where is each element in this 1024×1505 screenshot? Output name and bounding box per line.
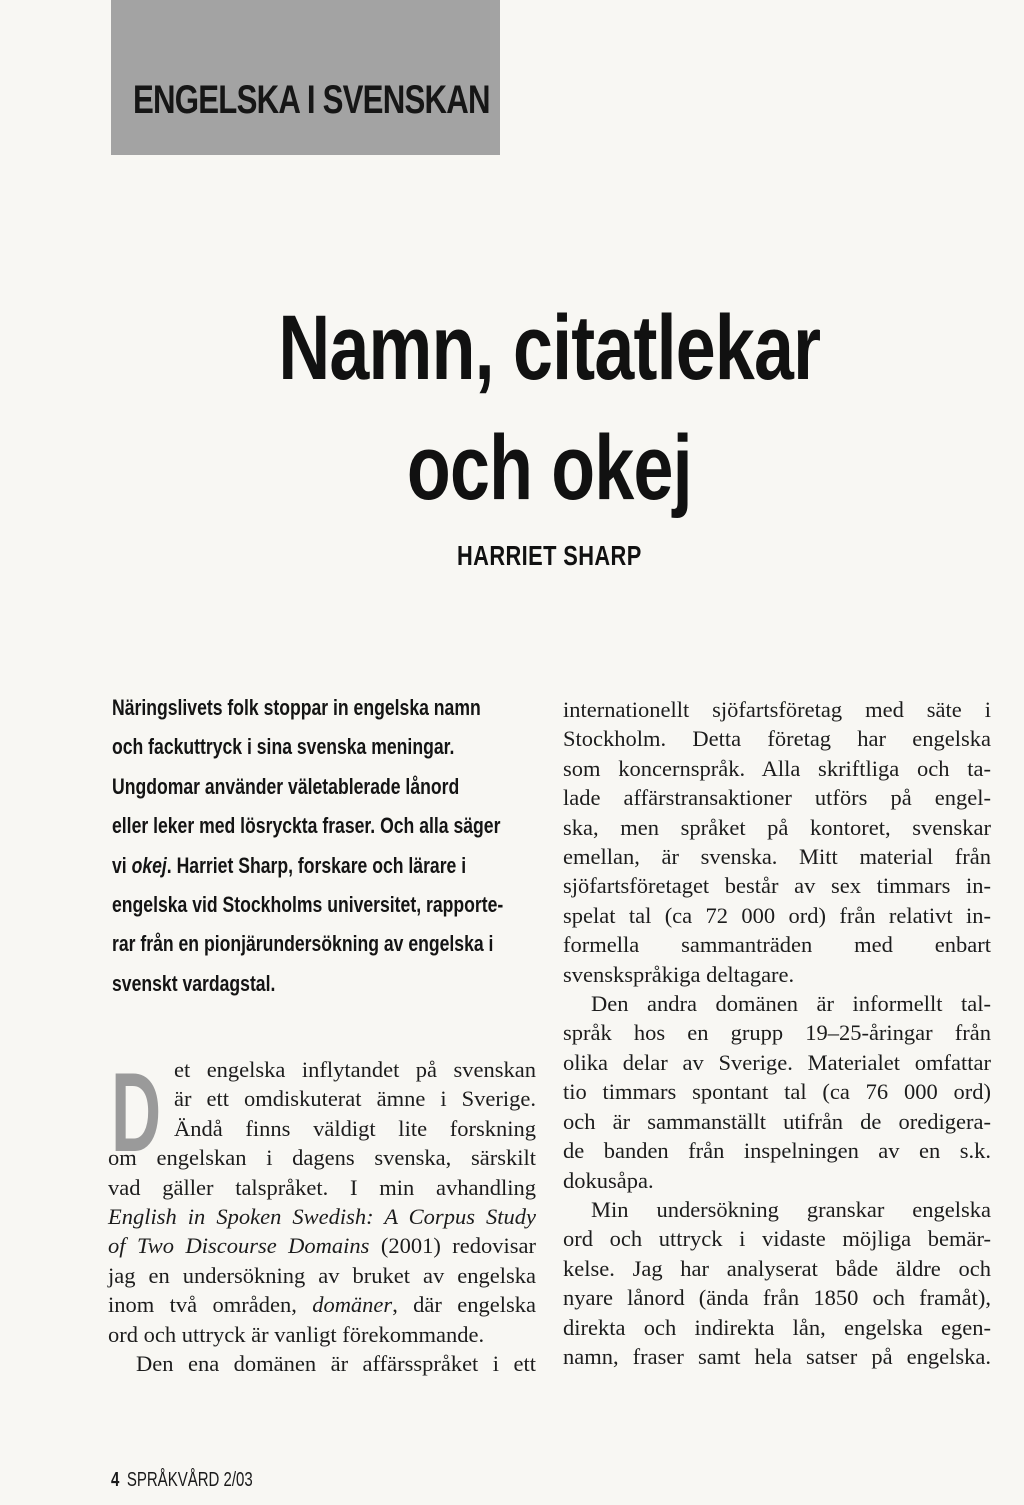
body-line: sjöfartsföretaget består av sex timmars in- xyxy=(563,873,991,899)
body-line: namn, fraser samt hela satser på engelska. xyxy=(563,1343,991,1369)
page-number: 4 xyxy=(111,1469,120,1491)
body-line: emellan, är svenska. Mitt material från xyxy=(563,844,991,870)
body-line: Den andra domänen är informellt tal- xyxy=(591,991,991,1017)
body-line: ska, men språket på kontoret, svenskar xyxy=(563,814,991,840)
lead-emphasis: okej xyxy=(131,852,167,878)
book-title: of Two Discourse Domains xyxy=(108,1233,370,1259)
section-label: ENGELSKA I SVENSKAN xyxy=(133,78,490,122)
journal-issue: SPRÅKVÅRD 2/03 xyxy=(126,1469,253,1491)
lead-line: Ungdomar använder väletablerade lånord xyxy=(112,773,460,799)
body-line: ord och uttryck i vidaste möjliga bemär- xyxy=(563,1226,991,1252)
body-line: formella sammanträden med enbart xyxy=(563,932,991,958)
body-line: dokusåpa. xyxy=(563,1167,654,1193)
body-line: et engelska inflytandet på svenskan xyxy=(174,1057,536,1082)
lead-line: Näringslivets folk stoppar in engelska namn xyxy=(112,695,481,720)
body-text: , där engelska xyxy=(392,1292,536,1318)
body-line: nyare lånord (ända från 1850 och framåt), xyxy=(563,1285,991,1311)
body-line: språk hos en grupp 19–25-åringar från xyxy=(563,1020,991,1046)
body-line xyxy=(108,1231,536,1260)
emphasis: domäner xyxy=(312,1292,393,1318)
body-line: kelse. Jag har analyserat både äldre och xyxy=(563,1255,991,1281)
lead-line: och fackuttryck i sina svenska meningar. xyxy=(112,734,455,760)
body-line: de banden från inspelningen av en s.k. xyxy=(563,1138,991,1164)
body-text: (2001) redovisar xyxy=(369,1233,536,1259)
body-line: och är sammanställt utifrån de oredigera- xyxy=(563,1108,991,1134)
body-line: som koncernspråk. Alla skriftliga och ta- xyxy=(563,755,991,781)
body-line: om engelskan i dagens svenska, särskilt xyxy=(108,1145,536,1171)
body-line: tio timmars spontant tal (ca 76 000 ord) xyxy=(563,1079,991,1105)
lead-line: rar från en pionjärundersökning av engelska i xyxy=(112,931,494,957)
body-text: inom två områden, xyxy=(108,1292,313,1318)
lead-line: eller leker med lösryckta fraser. Och alla säger xyxy=(112,813,501,839)
body-line: ord och uttryck är vanligt förekommande. xyxy=(108,1321,485,1347)
body-column-left xyxy=(108,1050,536,1378)
body-line: vad gäller talspråket. I min avhandling xyxy=(108,1174,536,1200)
lead-line: svenskt vardagstal. xyxy=(112,970,276,996)
body-line: lade affärstransaktioner utförs på engel- xyxy=(563,785,991,811)
body-line: direkta och indirekta lån, engelska egen- xyxy=(563,1314,991,1340)
body-line: jag en undersökning av bruket av engelska xyxy=(108,1262,536,1288)
body-line-italic xyxy=(108,1202,536,1231)
body-line: Den ena domänen är affärsspråket i ett xyxy=(136,1351,536,1377)
lead-line: engelska vid Stockholms universitet, rapporte- xyxy=(112,892,504,918)
body-line: är ett omdiskuterat ämne i Sverige. xyxy=(174,1086,536,1112)
lead-paragraph xyxy=(112,688,536,1003)
body-line: Ändå finns väldigt lite forskning xyxy=(174,1115,536,1141)
article-title-line-2: och okej xyxy=(406,417,692,519)
body-line xyxy=(108,1290,536,1319)
lead-text: . Harriet Sharp, forskare och lärare i xyxy=(166,852,467,878)
body-line: Stockholm. Detta företag har engelska xyxy=(563,726,991,752)
body-line: olika delar av Sverige. Materialet omfattar xyxy=(563,1049,991,1075)
section-header-box xyxy=(111,0,500,155)
page-footer xyxy=(111,1469,253,1492)
lead-line xyxy=(112,846,536,885)
author-byline: HARRIET SHARP xyxy=(457,540,642,571)
body-line: spelat tal (ca 72 000 ord) från relativt in- xyxy=(563,902,991,928)
lead-text: vi xyxy=(112,852,132,878)
body-line: svenskspråkiga deltagare. xyxy=(563,961,795,987)
body-line: Min undersökning granskar engelska xyxy=(591,1196,991,1222)
body-line: internationellt sjöfartsföretag med säte i xyxy=(563,697,991,722)
drop-cap: D xyxy=(111,1050,162,1175)
body-column-right xyxy=(563,695,991,1371)
book-title: English in Spoken Swedish: A Corpus Study xyxy=(108,1204,536,1230)
article-title-line-1: Namn, citatlekar xyxy=(278,297,821,399)
